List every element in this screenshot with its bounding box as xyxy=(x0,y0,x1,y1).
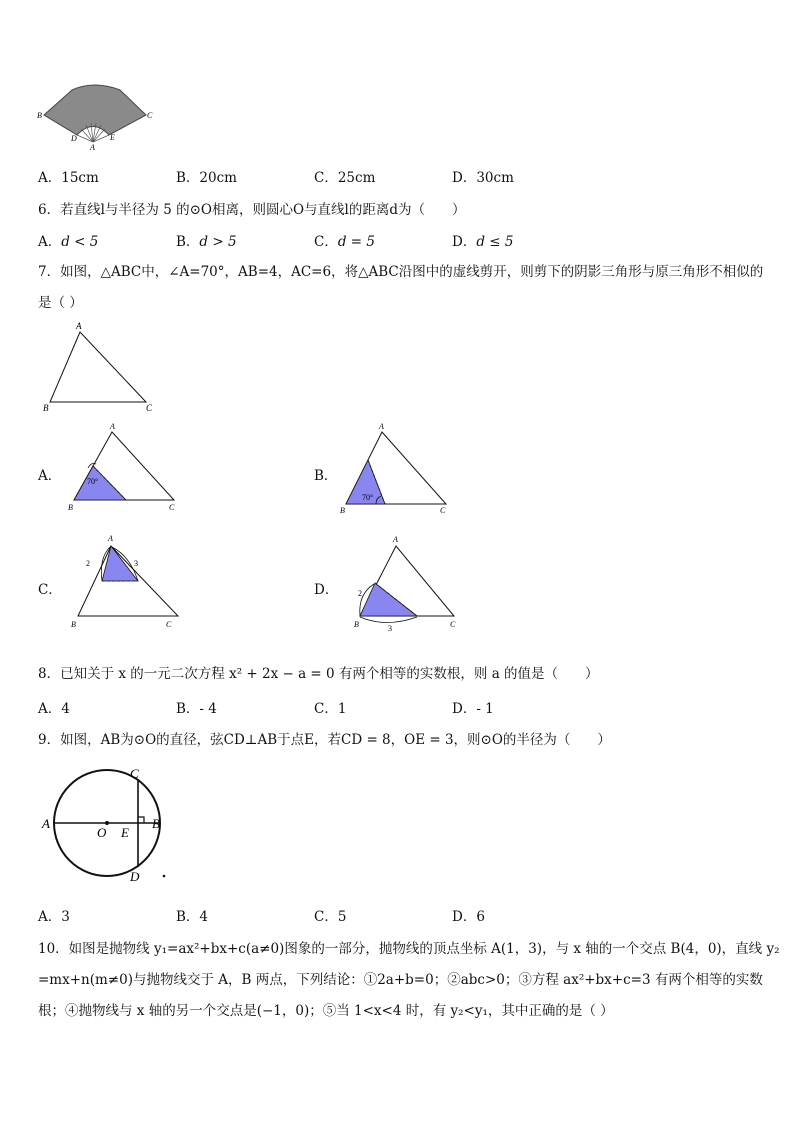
q9-label-a: A xyxy=(42,816,50,831)
label-b: B xyxy=(354,620,359,629)
q7-stem-line1: 7．如图，△ABC中，∠A=70°，AB=4，AC=6，将△ABC沿图中的虚线剪开，则剪下的阴影三角形与原三角形不相似的 xyxy=(38,264,764,280)
option-letter: B． xyxy=(176,701,200,717)
option-letter: D． xyxy=(452,909,477,925)
q9-stem: 9．如图，AB为⊙O的直径，弦CD⊥AB于点E，若CD = 8，OE = 3，则⊙O的半径为（ ） xyxy=(38,732,611,748)
q10-line2: =mx+n(m≠0)与抛物线交于 A，B 两点，下列结论：①2a+b=0；②abc>0；③方程 ax²+bx+c=3 有两个相等的实数 xyxy=(38,972,763,988)
option-text: d < 5 xyxy=(61,234,99,250)
q6-option-a[interactable] xyxy=(38,230,98,250)
angle-label: 70° xyxy=(362,493,374,502)
q8-option-a[interactable] xyxy=(38,697,70,717)
option-letter: D． xyxy=(452,234,477,250)
q10-line1: 10．如图是抛物线 y₁=ax²+bx+c(a≠0)图象的一部分，抛物线的顶点坐标 A(1，3)，与 x 轴的一个交点 B(4，0)，直线 y₂ xyxy=(38,941,780,957)
label-b: B xyxy=(68,503,73,512)
q9-label-c: C xyxy=(130,766,139,781)
label-b: B xyxy=(340,506,345,515)
label-a: A xyxy=(108,534,113,543)
q9-label-e: E xyxy=(121,825,129,840)
q5-option-c[interactable] xyxy=(314,166,375,186)
option-letter: C． xyxy=(314,170,338,186)
label-c: C xyxy=(440,506,446,515)
q7-option-a[interactable]: A． xyxy=(38,468,62,484)
q9-circle-figure xyxy=(40,764,180,888)
q7-option-a-figure[interactable] xyxy=(64,420,189,515)
option-text: 1 xyxy=(337,701,347,717)
q5-option-b[interactable] xyxy=(176,166,237,186)
option-text: - 1 xyxy=(476,701,494,717)
option-text: 15cm xyxy=(61,170,99,186)
q9-option-c[interactable] xyxy=(314,905,346,925)
q8-option-c[interactable] xyxy=(314,697,346,717)
q7-stem-line2: 是（ ） xyxy=(38,295,83,311)
label-b: B xyxy=(71,620,76,629)
option-text: 5 xyxy=(337,909,347,925)
option-text: d ≤ 5 xyxy=(476,234,514,250)
q8-option-d[interactable] xyxy=(452,697,494,717)
option-letter: B． xyxy=(176,909,200,925)
q5-option-d[interactable] xyxy=(452,166,514,186)
option-letter: B． xyxy=(176,170,200,186)
fan-figure xyxy=(34,82,159,152)
option-text: 3 xyxy=(61,909,70,925)
q8-stem: 8．已知关于 x 的一元二次方程 x² + 2x − a = 0 有两个相等的实数根，则 a 的值是（ ） xyxy=(38,666,599,682)
option-letter: D． xyxy=(452,701,477,717)
label-a: A xyxy=(393,535,398,544)
angle-label: 70° xyxy=(87,477,99,486)
side-label-2: 2 xyxy=(86,559,90,568)
q9-label-d: D xyxy=(130,869,140,884)
option-text: 4 xyxy=(61,701,70,717)
fan-label-b: B xyxy=(37,111,42,120)
option-letter: B． xyxy=(176,234,200,250)
option-letter: A． xyxy=(38,701,62,717)
q10-line3: 根；④抛物线与 x 轴的另一个交点是(−1，0)；⑤当 1<x<4 时，有 y₂<y₁，其中正确的是（ ） xyxy=(38,1003,614,1019)
q6-stem: 6．若直线l与半径为 5 的⊙O相离，则圆心O与直线l的距离d为（ ） xyxy=(38,202,466,218)
option-letter: A． xyxy=(38,170,62,186)
option-letter: D． xyxy=(452,170,477,186)
option-text: 30cm xyxy=(476,170,514,186)
fan-label-e: E xyxy=(110,133,115,142)
q9-option-b[interactable] xyxy=(176,905,208,925)
option-text: - 4 xyxy=(199,701,217,717)
shaded-triangle xyxy=(74,466,126,500)
option-text: 25cm xyxy=(337,170,376,186)
label-c: C xyxy=(169,503,175,512)
q9-option-d[interactable] xyxy=(452,905,485,925)
q9-label-b: B xyxy=(152,816,160,831)
shaded-triangle xyxy=(102,546,138,581)
side-label-2: 2 xyxy=(358,589,362,598)
q9-label-o: O xyxy=(97,825,107,840)
q9-option-a[interactable] xyxy=(38,905,70,925)
option-letter: C． xyxy=(314,701,338,717)
label-c: C xyxy=(450,620,456,629)
option-letter: A． xyxy=(38,234,62,250)
option-text: d = 5 xyxy=(337,234,375,250)
q7-option-b[interactable]: B． xyxy=(314,468,338,484)
q7-main-triangle xyxy=(38,318,168,418)
q6-option-b[interactable] xyxy=(176,230,237,250)
side-label-3: 3 xyxy=(134,559,138,568)
q6-option-d[interactable] xyxy=(452,230,513,250)
option-text: 20cm xyxy=(199,170,237,186)
q7-option-d-figure[interactable] xyxy=(348,532,473,637)
label-c: C xyxy=(166,620,172,629)
option-text: d > 5 xyxy=(199,234,237,250)
q7-label-c: C xyxy=(146,403,153,413)
q7-option-c-figure[interactable] xyxy=(66,528,191,638)
option-text: 6 xyxy=(476,909,485,925)
label-a: A xyxy=(110,422,115,431)
q7-option-c[interactable]: C． xyxy=(38,582,62,598)
fan-label-d: D xyxy=(71,134,77,143)
q7-option-d[interactable]: D． xyxy=(314,582,339,598)
q7-label-b: B xyxy=(43,403,49,413)
q5-option-a[interactable] xyxy=(38,166,99,186)
option-letter: C． xyxy=(314,234,338,250)
option-letter: C． xyxy=(314,909,338,925)
q7-label-a: A xyxy=(76,321,82,331)
q8-option-b[interactable] xyxy=(176,697,217,717)
q6-option-c[interactable] xyxy=(314,230,375,250)
option-text: 4 xyxy=(199,909,209,925)
side-label-3: 3 xyxy=(388,624,392,633)
fan-label-c: C xyxy=(147,111,153,120)
q7-option-b-figure[interactable] xyxy=(336,420,461,515)
fan-label-a: A xyxy=(90,143,95,152)
label-a: A xyxy=(379,422,384,431)
option-letter: A． xyxy=(38,909,62,925)
